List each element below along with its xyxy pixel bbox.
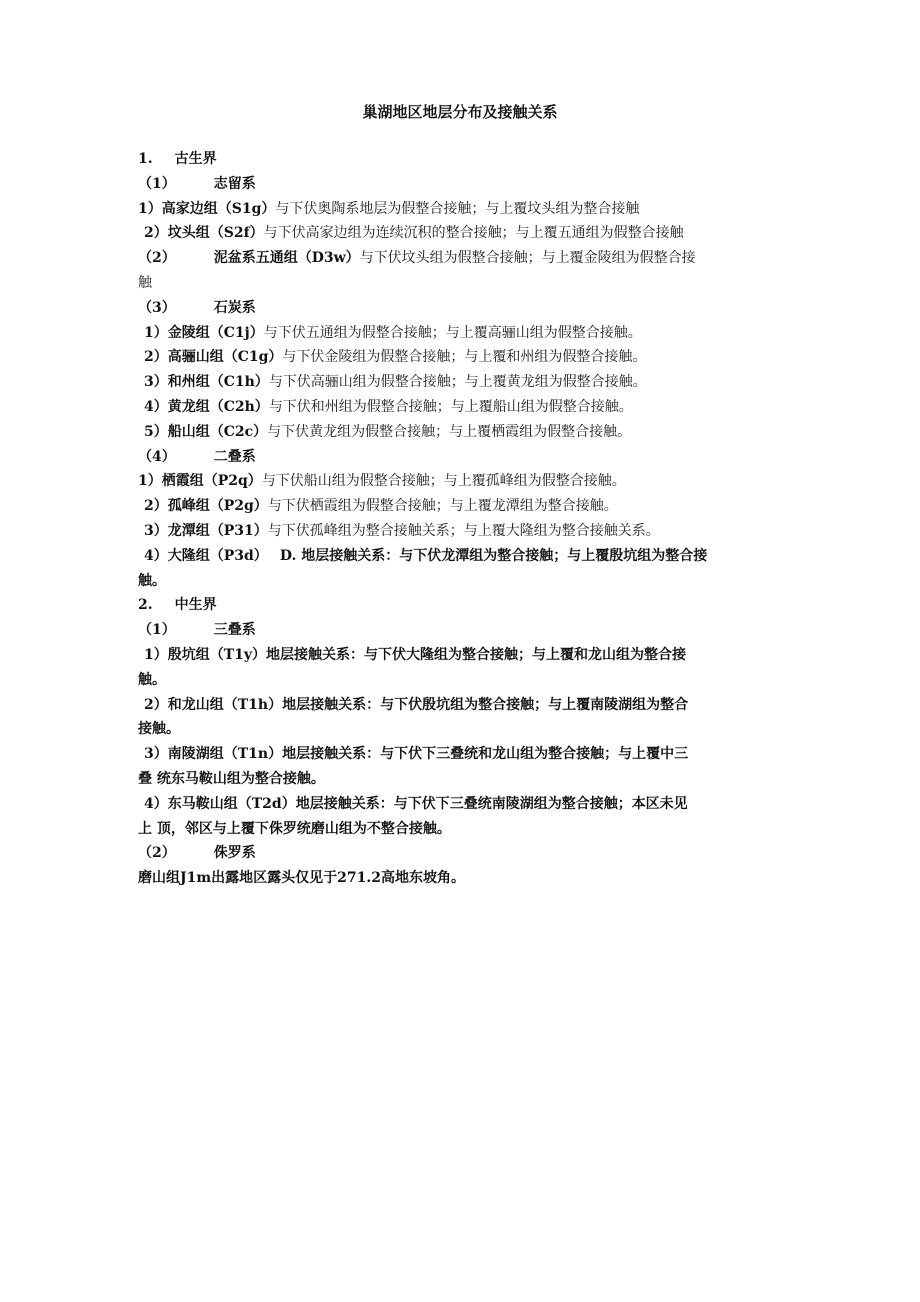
contact-description: 与下伏黄龙组为假整合接触；与上覆栖霞组为假整合接触。 [267, 423, 632, 440]
era-heading-mesozoic [138, 593, 788, 618]
formation-name: 4）黄龙组（C2h） [144, 398, 269, 415]
formation-name: 1）高家边组（S1g） [138, 200, 276, 217]
formation-line [138, 321, 788, 346]
heading-number: 1. [138, 151, 153, 167]
formation-line [138, 643, 788, 668]
heading-text: 泥盆系五通组（D3w） [213, 250, 360, 267]
formation-line: 磨山组J1m出露地区露头仅见于271.2高地东坡角。 [138, 870, 466, 887]
formation-line [138, 469, 788, 494]
system-heading-silurian [138, 172, 788, 197]
contact-description: 与下伏和州组为假整合接触；与上覆船山组为假整合接触。 [268, 398, 633, 415]
formation-name: 2）孤峰组（P2g） [144, 498, 268, 515]
heading-number: （2） [138, 250, 176, 267]
heading-number: 2. [138, 597, 153, 614]
heading-text: 中生界 [174, 597, 217, 614]
formation-line [138, 742, 788, 767]
formation-name: 1）栖霞组（P2q） [138, 473, 262, 490]
heading-number: （4） [138, 448, 176, 465]
formation-text: 1）殷坑组（T1y）地层接触关系：与下伏大隆组为整合接触；与上覆和龙山组为整合接 [144, 646, 687, 663]
document-body [138, 147, 788, 891]
heading-text: 古生界 [174, 151, 217, 167]
system-heading-carboniferous [138, 296, 788, 321]
contact-description: D. 地层接触关系：与下伏龙潭组为整合接触；与上覆殷坑组为整合接 [279, 547, 708, 564]
contact-description: 与下伏孤峰组为整合接触关系；与上覆大隆组为整合接触关系。 [267, 522, 660, 539]
formation-line [138, 395, 788, 420]
formation-text: 4）东马鞍山组（T2d）地层接触关系：与下伏下三叠统南陵湖组为整合接触；本区未见 [144, 795, 688, 812]
continuation-line: 触。 [138, 671, 166, 688]
contact-description: 与下伏奥陶系地层为假整合接触；与上覆坟头组为整合接触 [275, 200, 640, 217]
heading-number: （2） [138, 845, 176, 862]
contact-description: 与下伏金陵组为假整合接触；与上覆和州组为假整合接触。 [282, 349, 647, 366]
contact-description: 与下伏五通组为假整合接触；与上覆高骊山组为假整合接触。 [263, 324, 642, 341]
era-heading-paleozoic [138, 147, 788, 172]
formation-name: 2）坟头组（S2f） [144, 225, 264, 242]
formation-line [138, 345, 788, 370]
continuation-line: 叠 统东马鞍山组为整合接触。 [138, 770, 325, 787]
formation-line [138, 221, 788, 246]
formation-line [138, 197, 788, 222]
contact-description: 与下伏船山组为假整合接触；与上覆孤峰组为假整合接触。 [261, 473, 626, 490]
system-heading-triassic [138, 618, 788, 643]
continuation-line: 接触。 [138, 721, 180, 738]
formation-name: 5）船山组（C2c） [144, 423, 268, 440]
contact-description: 与下伏栖霞组为假整合接触；与上覆龙潭组为整合接触。 [267, 498, 618, 515]
formation-line [138, 693, 788, 718]
formation-line [138, 370, 788, 395]
heading-text: 三叠系 [213, 622, 256, 639]
heading-number: （1） [138, 622, 176, 639]
document-title: 巢湖地区地层分布及接触关系 [362, 103, 558, 121]
heading-text: 二叠系 [213, 448, 256, 465]
formation-name: 4）大隆组（P3d） [144, 547, 268, 564]
system-heading-devonian [138, 246, 788, 271]
system-heading-jurassic [138, 841, 788, 866]
system-heading-permian [138, 445, 788, 470]
formation-text: 3）南陵湖组（T1n）地层接触关系：与下伏下三叠统和龙山组为整合接触；与上覆中三 [144, 746, 689, 763]
contact-description: 与下伏坟头组为假整合接触；与上覆金陵组为假整合接 [359, 250, 696, 267]
formation-line [138, 792, 788, 817]
contact-description: 与下伏高骊山组为假整合接触；与上覆黄龙组为假整合接触。 [268, 374, 647, 391]
heading-text: 侏罗系 [213, 845, 256, 862]
formation-name: 2）高骊山组（C1g） [144, 349, 283, 366]
continuation-line: 上 顶，邻区与上覆下侏罗统磨山组为不整合接触。 [138, 820, 451, 837]
heading-number: （3） [138, 299, 176, 316]
heading-text: 石炭系 [213, 299, 256, 316]
formation-name: 3）龙潭组（P31） [144, 522, 268, 539]
formation-name: 3）和州组（C1h） [144, 374, 269, 391]
formation-line [138, 519, 788, 544]
formation-line [138, 544, 788, 569]
formation-text: 2）和龙山组（T1h）地层接触关系：与下伏殷坑组为整合接触；与上覆南陵湖组为整合 [144, 696, 689, 713]
formation-line [138, 420, 788, 445]
heading-number: （1） [138, 175, 176, 192]
contact-description: 与下伏高家边组为连续沉积的整合接触；与上覆五通组为假整合接触 [263, 225, 684, 242]
heading-text: 志留系 [213, 175, 256, 192]
continuation-line: 触。 [138, 572, 166, 589]
formation-line [138, 494, 788, 519]
continuation-line: 触 [138, 274, 152, 291]
formation-name: 1）金陵组（C1j） [144, 324, 264, 341]
